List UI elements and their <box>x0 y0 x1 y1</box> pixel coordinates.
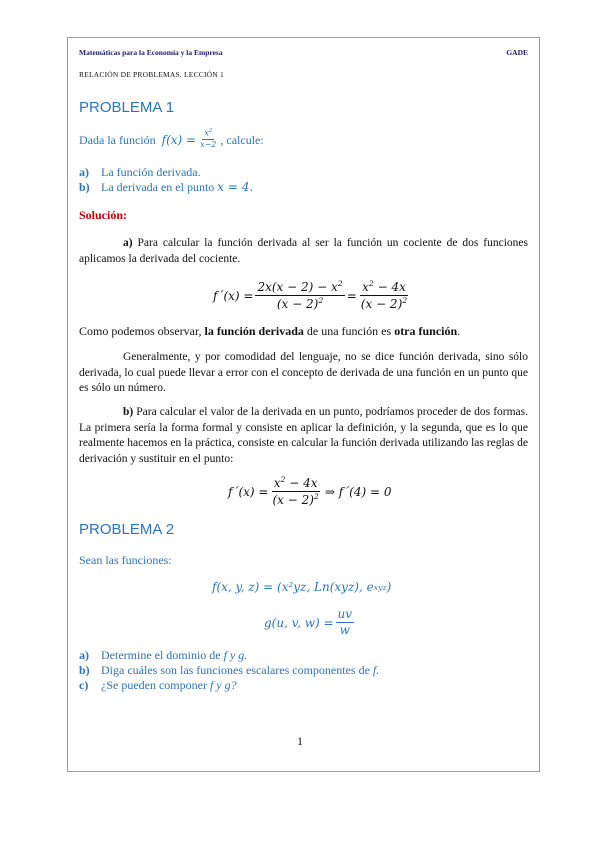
problem1-intro-suffix: , calcule: <box>220 132 264 147</box>
item-marker: a) <box>79 165 89 179</box>
item-vars: f. <box>372 663 380 677</box>
item-marker: a) <box>79 648 89 662</box>
derivative-result: ⇒ f´(4) = 0 <box>324 484 392 499</box>
problem2-item-b <box>79 663 379 678</box>
solution-label: Solución: <box>79 208 128 222</box>
function-f-close: ) <box>386 580 392 594</box>
paragraph-b-text: Para calcular el valor de la derivada en un punto, podríamos proceder de dos formas. La primera sería la forma formal y consiste en aplicar la definición, y la segunda, que es lo que realmente hacemos en la práctica, consiste en calcular la función derivada utilizando las reglas de derivación y sustituir en el punto: <box>79 406 528 465</box>
header-program: GADE <box>506 48 528 57</box>
problem1-item-a <box>79 165 201 180</box>
problem1-title: PROBLEMA 1 <box>79 99 175 116</box>
page-number: 1 <box>297 734 303 748</box>
observation-text <box>79 323 460 339</box>
item-marker: b) <box>79 180 90 194</box>
observation-end: . <box>457 324 461 338</box>
problem1-intro <box>79 129 264 150</box>
item-marker: c) <box>79 678 89 692</box>
item-text: Diga cuáles son las funciones escalares componentes de <box>101 663 370 677</box>
problem1-intro-prefix: Dada la función <box>79 132 156 147</box>
header-subtitle: RELACIÓN DE PROBLEMAS. LECCIÓN 1 <box>79 70 224 79</box>
function-f-exponent: xyz <box>373 582 387 592</box>
paragraph-a-marker: a) <box>123 237 133 249</box>
function-f-text: f(x, y, z) = (x²yz, Ln(xyz), e <box>212 580 374 594</box>
item-text: La función derivada. <box>101 165 201 179</box>
paragraph-b-marker: b) <box>123 406 134 418</box>
function-g-lhs: g(u, v, w) = <box>264 615 334 630</box>
item-marker: b) <box>79 663 90 677</box>
problem2-item-a <box>79 648 247 663</box>
paragraph-a-text: Para calcular la función derivada al ser la función un cociente de dos funciones aplicamos la derivada del cociente. <box>79 237 528 265</box>
item-vars: f y g? <box>209 678 237 692</box>
item-text: Determine el dominio de <box>101 648 221 662</box>
paragraph-b <box>79 405 528 467</box>
derivative-equation-2: f´(x) = $\frac{x^2 - 4x}{(x - 2)^2}$ ⇒ f´(4) = 0 <box>228 475 392 508</box>
observation-prefix: Como podemos observar, <box>79 324 202 338</box>
point-equation: x = 4. <box>217 180 254 194</box>
observation-bold-1: la función derivada <box>204 324 304 338</box>
function-f-definition <box>212 580 391 594</box>
paragraph-a <box>79 236 528 267</box>
problem1-item-b <box>79 180 253 195</box>
function-definition: f(x) = <box>161 132 197 147</box>
item-text: La derivada en el punto <box>101 180 215 194</box>
observation-mid: de una función es <box>306 324 392 338</box>
problem2-item-c <box>79 678 237 693</box>
paragraph-general: Generalmente, y por comodidad del lenguaje, no se dice función derivada, sino sólo derivada, lo cual puede llevar a error con el concepto de derivada de una función en un punto que es sólo un número. <box>79 351 528 394</box>
item-vars: f y g. <box>223 648 248 662</box>
item-text: ¿Se pueden componer <box>101 678 207 692</box>
problem2-title: PROBLEMA 2 <box>79 521 175 538</box>
function-fraction: $\frac{x^2}{x-2}$ <box>200 128 217 150</box>
problem2-intro: Sean las funciones: <box>79 553 172 567</box>
function-g-definition: g(u, v, w) = $\frac{uv}{w}$ <box>264 607 353 638</box>
observation-bold-2: otra función <box>394 324 458 338</box>
header-course: Matemáticas para la Economía y la Empresa <box>79 48 223 57</box>
derivative-equation-1: f´(x) = $\frac{2x(x - 2) - x^2}{(x - 2)^2}$ = $\frac{x^2 - 4x}{(x - 2)^2}$ <box>213 279 408 312</box>
